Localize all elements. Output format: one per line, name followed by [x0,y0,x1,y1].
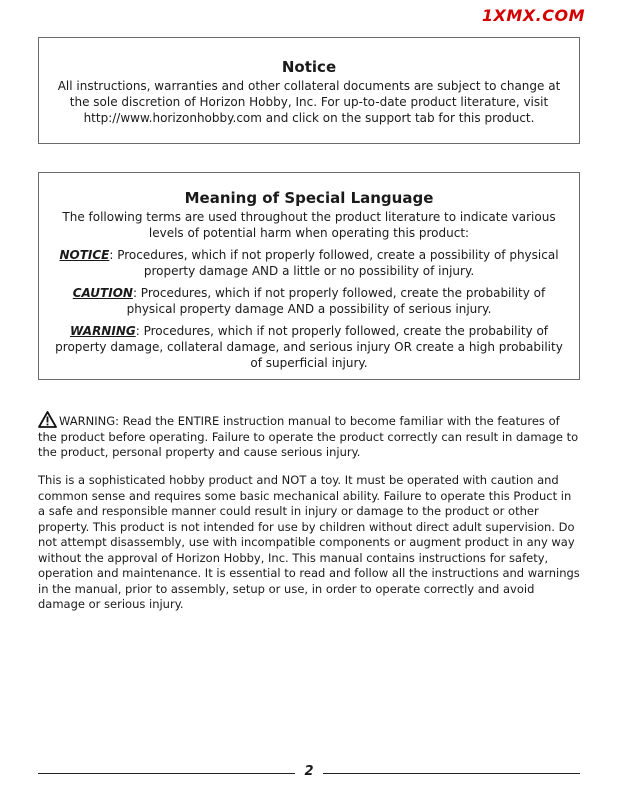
caution-definition [39,285,579,317]
notice-title: Notice [281,58,337,76]
notice-box [38,37,580,144]
caution-definition-text: : Procedures, which if not properly followed, create the probability of physical property damage AND a possibility of serious injury. [126,286,546,316]
notice-term: NOTICE [59,248,110,262]
footer-rule-left [38,773,295,774]
notice-text: All instructions, warranties and other collateral documents are subject to change at the sole discretion of Horizon Hobby, Inc. For up-to-date product literature, visit http://www.horizonhobby.com and click on the support tab for this product. [57,79,561,125]
special-language-box [38,172,580,380]
warning-definition-text: : Procedures, which if not properly followed, create the probability of property damage, collateral damage, and serious injury OR create a high probability of superficial injury. [55,324,563,370]
footer-rule-right [323,773,580,774]
warning-definition [39,323,579,371]
notice-definition [39,247,579,279]
caution-term: CAUTION [72,286,133,300]
warning-term: WARNING [69,324,136,338]
warning-paragraph-text: WARNING: Read the ENTIRE instruction manual to become familiar with the features of the product before operating. Failure to operate the product correctly can result in damage to the product, personal property and cause serious injury. [38,414,579,459]
warning-triangle-icon [38,411,57,428]
special-language-title: Meaning of Special Language [184,189,434,207]
notice-definition-text: : Procedures, which if not properly followed, create a possibility of physical property damage AND a little or no possibility of injury. [109,248,559,278]
page-number: 2 [304,764,314,779]
site-logo: 1XMX.COM [481,6,585,25]
info-paragraph: This is a sophisticated hobby product and NOT a toy. It must be operated with caution and common sense and requires some basic mechanical ability. Failure to operate this Product in a safe and responsible manner could result in injury or damage to the product or other property. This product is not intended for use by children without direct adult supervision. Do not attempt disassembly, use with incompatible components or augment product in any way without the approval of Horizon Hobby, Inc. This manual contains instructions for safety, operation and maintenance. It is essential to read and follow all the instructions and warnings in the manual, prior to assembly, setup or use, in order to operate correctly and avoid damage or serious injury. [38,473,580,611]
special-language-intro: The following terms are used throughout the product literature to indicate various levels of potential harm when operating this product: [62,210,556,240]
warning-paragraph [38,411,580,461]
